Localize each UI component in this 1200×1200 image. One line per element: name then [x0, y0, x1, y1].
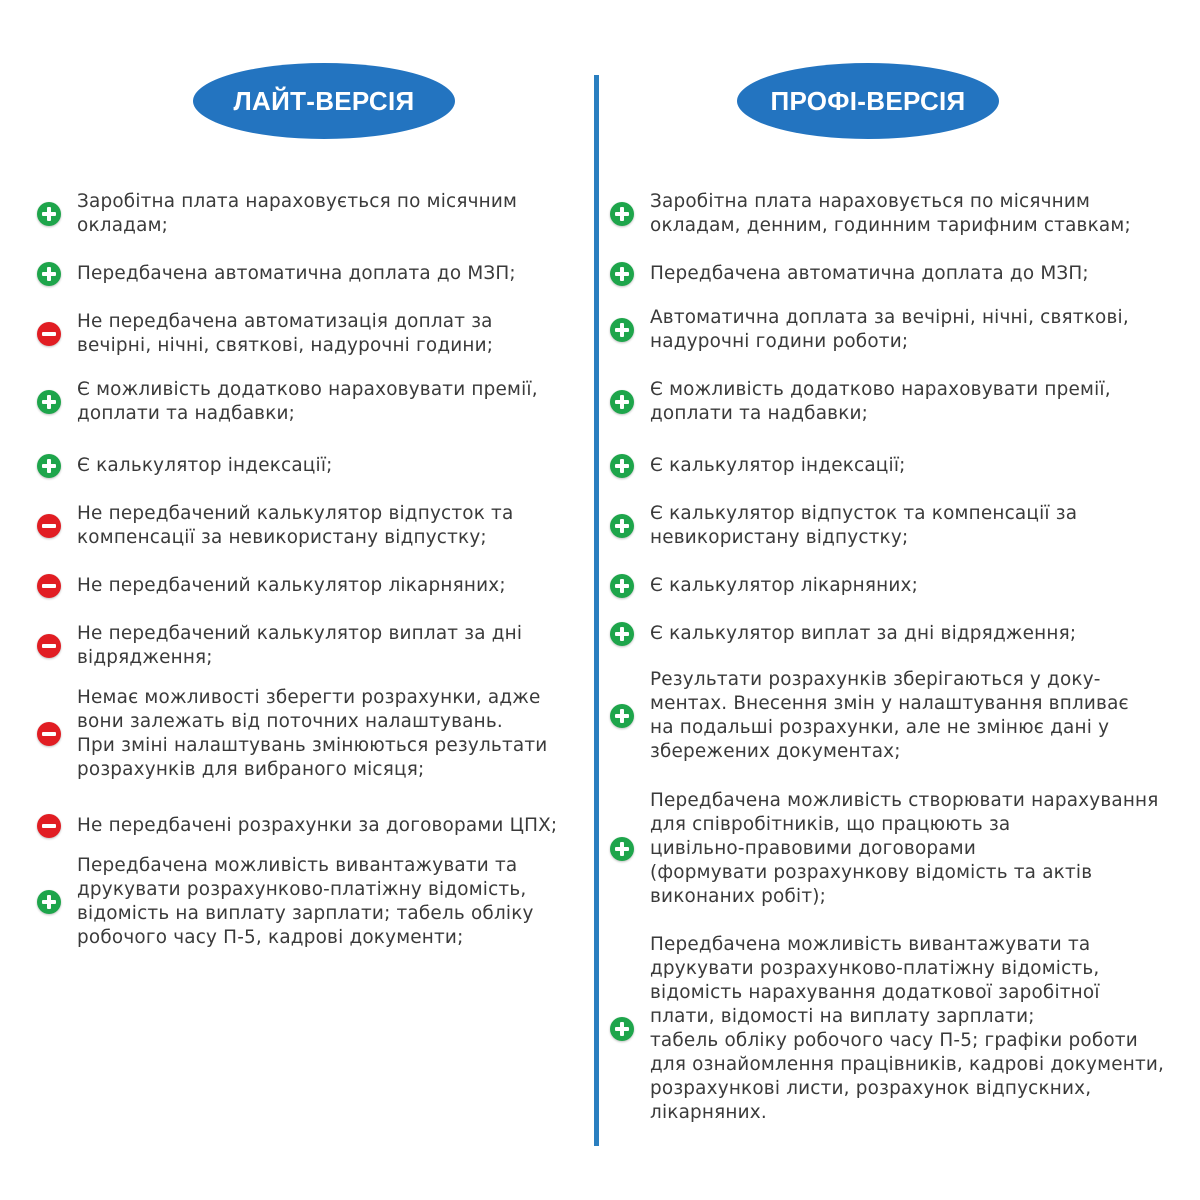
lite-feature-item	[37, 454, 587, 478]
minus-circle-icon	[37, 814, 61, 838]
pro-feature-text: Є калькулятор відпусток та компенсації за невикористану відпустку;	[650, 503, 1078, 548]
pro-feature-text: Є можливість додатково нараховувати премії, доплати та надбавки;	[650, 379, 1111, 424]
pro-feature-item	[610, 306, 1198, 354]
lite-feature-item	[37, 502, 587, 550]
plus-circle-icon	[610, 574, 634, 598]
lite-feature-text: Не передбачений калькулятор відпусток та компенсації за невикористану відпустку;	[77, 503, 514, 548]
lite-feature-text: Не передбачений калькулятор лікарняних;	[77, 575, 506, 596]
lite-feature-item	[37, 190, 587, 238]
plus-circle-icon	[610, 704, 634, 728]
pro-feature-text: Автоматична доплата за вечірні, нічні, святкові, надурочні години роботи;	[650, 307, 1129, 352]
plus-circle-icon	[610, 514, 634, 538]
plus-circle-icon	[610, 262, 634, 286]
minus-circle-icon	[37, 514, 61, 538]
column-divider	[594, 75, 599, 1146]
lite-feature-item	[37, 262, 587, 286]
lite-feature-text: Є калькулятор індексації;	[77, 455, 333, 476]
lite-feature-text: Немає можливості зберегти розрахунки, адже вони залежать від поточних налаштувань. При зміні налаштувань змінюються результати розрахунків для вибраного місяця;	[77, 687, 548, 780]
lite-feature-text: Не передбачена автоматизація доплат за вечірні, нічні, святкові, надурочні години;	[77, 311, 494, 356]
lite-feature-text: Передбачена можливість вивантажувати та друкувати розрахунково-платіжну відомість, відомість на виплату зарплати; табель обліку робочого часу П-5, кадрові документи;	[77, 855, 534, 948]
pro-feature-item	[610, 668, 1198, 764]
pro-feature-text: Передбачена автоматична доплата до МЗП;	[650, 263, 1089, 284]
pro-feature-text: Є калькулятор виплат за дні відрядження;	[650, 623, 1077, 644]
lite-feature-item	[37, 854, 587, 950]
lite-feature-item	[37, 310, 587, 358]
pro-feature-item	[610, 789, 1198, 909]
minus-circle-icon	[37, 322, 61, 346]
pro-feature-text: Є калькулятор індексації;	[650, 455, 906, 476]
pro-feature-text: Передбачена можливість створювати нарахування для співробітників, що працюють за цивільно-правовими договорами (формувати розрахункову відомість та актів виконаних робіт);	[650, 790, 1159, 907]
plus-circle-icon	[37, 202, 61, 226]
lite-feature-item	[37, 574, 587, 598]
lite-feature-item	[37, 686, 587, 782]
lite-feature-item	[37, 378, 587, 426]
pro-feature-text: Є калькулятор лікарняних;	[650, 575, 919, 596]
plus-circle-icon	[610, 837, 634, 861]
pro-feature-item	[610, 454, 1198, 478]
pro-feature-item	[610, 378, 1198, 426]
minus-circle-icon	[37, 574, 61, 598]
lite-version-badge	[193, 63, 455, 139]
plus-circle-icon	[610, 390, 634, 414]
lite-version-title: ЛАЙТ-ВЕРСІЯ	[233, 85, 415, 116]
plus-circle-icon	[37, 262, 61, 286]
lite-feature-text: Передбачена автоматична доплата до МЗП;	[77, 263, 516, 284]
plus-circle-icon	[610, 318, 634, 342]
plus-circle-icon	[610, 1017, 634, 1041]
plus-circle-icon	[37, 390, 61, 414]
lite-feature-text: Не передбачений калькулятор виплат за дні відрядження;	[77, 623, 523, 668]
lite-feature-text: Є можливість додатково нараховувати премії, доплати та надбавки;	[77, 379, 538, 424]
pro-feature-text: Результати розрахунків зберігаються у доку- ментах. Внесення змін у налаштування впливає на подальші розрахунки, але не змінює дані у збережених документах;	[650, 669, 1129, 762]
plus-circle-icon	[610, 622, 634, 646]
plus-circle-icon	[610, 454, 634, 478]
minus-circle-icon	[37, 634, 61, 658]
pro-feature-item	[610, 933, 1198, 1125]
lite-feature-text: Не передбачені розрахунки за договорами ЦПХ;	[77, 815, 558, 836]
minus-circle-icon	[37, 722, 61, 746]
pro-feature-item	[610, 502, 1198, 550]
pro-feature-text: Заробітна плата нараховується по місячним окладам, денним, годинним тарифним ставкам;	[650, 191, 1131, 236]
pro-feature-item	[610, 262, 1198, 286]
plus-circle-icon	[610, 202, 634, 226]
pro-feature-item	[610, 622, 1198, 646]
pro-feature-item	[610, 190, 1198, 238]
lite-feature-item	[37, 814, 587, 838]
pro-version-badge	[737, 63, 999, 139]
pro-feature-text: Передбачена можливість вивантажувати та друкувати розрахунково-платіжну відомість, відомість нарахування додаткової заробітної плати, відомості на виплату зарплати; табель обліку робочого часу П-5; графіки роботи для ознайомлення працівників, кадрові документи, розрахункові листи, розрахунок відпускних, лікарняних.	[650, 934, 1165, 1123]
pro-feature-item	[610, 574, 1198, 598]
pro-version-title: ПРОФІ-ВЕРСІЯ	[770, 85, 966, 116]
lite-feature-item	[37, 622, 587, 670]
plus-circle-icon	[37, 454, 61, 478]
lite-feature-text: Заробітна плата нараховується по місячним окладам;	[77, 191, 518, 236]
plus-circle-icon	[37, 890, 61, 914]
